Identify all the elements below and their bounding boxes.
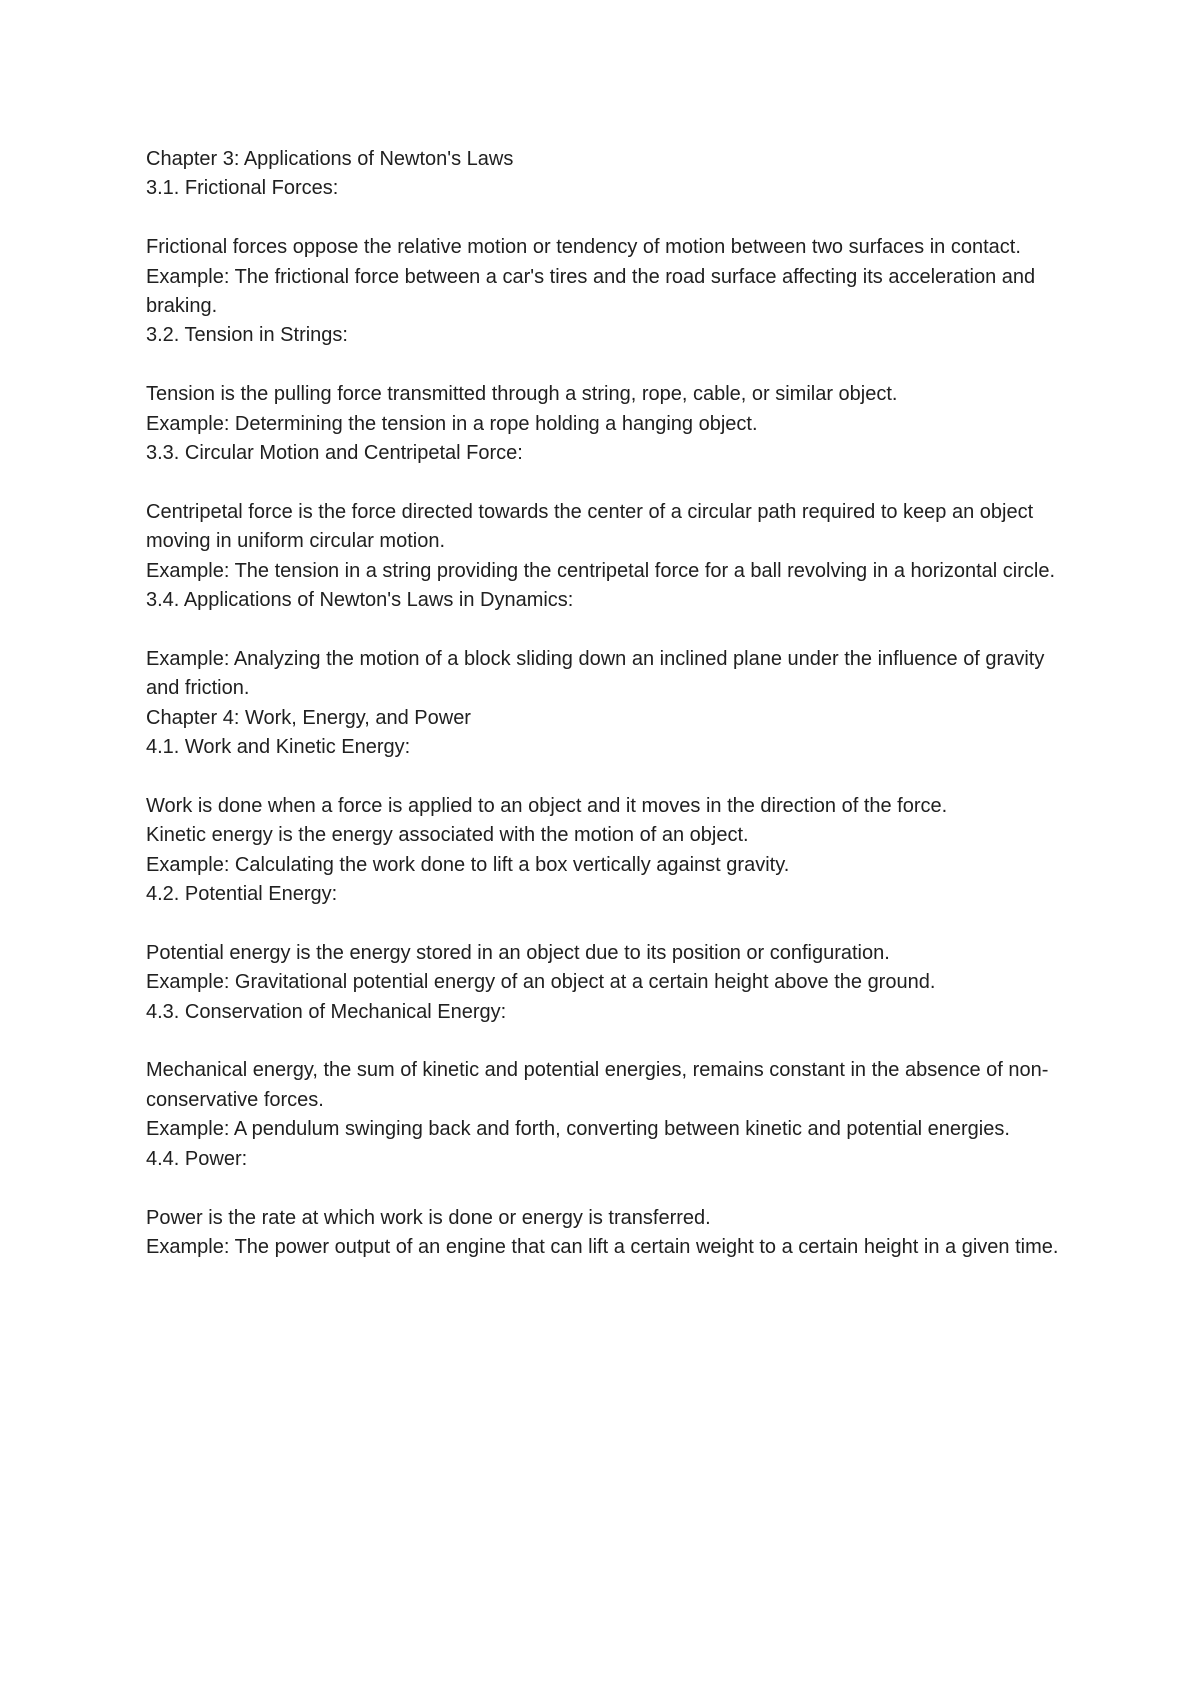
blank-line xyxy=(146,909,1066,938)
chapter-3-title: Chapter 3: Applications of Newton's Laws xyxy=(146,148,514,170)
blank-line xyxy=(146,468,1066,497)
paragraph: Potential energy is the energy stored in an object due to its position or configuration. xyxy=(146,941,890,964)
example-paragraph: Example: Determining the tension in a rope holding a hanging object. xyxy=(146,412,758,435)
section-3-1-heading: 3.1. Frictional Forces: xyxy=(146,177,339,200)
section-4-1-heading: 4.1. Work and Kinetic Energy: xyxy=(146,736,411,759)
section-3-4-heading: 3.4. Applications of Newton's Laws in Dynamics: xyxy=(146,589,574,612)
chapter-4-title: Chapter 4: Work, Energy, and Power xyxy=(146,706,471,729)
paragraph: Frictional forces oppose the relative motion or tendency of motion between two surfaces in contact. xyxy=(146,236,1021,259)
example-paragraph: Example: Analyzing the motion of a block sliding down an inclined plane under the influence of gravity and friction. xyxy=(146,647,1045,700)
section-4-2-heading: 4.2. Potential Energy: xyxy=(146,883,338,906)
section-4-3-heading: 4.3. Conservation of Mechanical Energy: xyxy=(146,1000,507,1023)
blank-line xyxy=(146,615,1066,644)
document-body xyxy=(146,145,1066,1262)
paragraph: Mechanical energy, the sum of kinetic and potential energies, remains constant in the absence of non-conservative forces. xyxy=(146,1059,1049,1111)
section-3-2-heading: 3.2. Tension in Strings: xyxy=(146,324,348,347)
blank-line xyxy=(146,762,1066,791)
blank-line xyxy=(146,351,1066,380)
blank-line xyxy=(146,1027,1066,1056)
example-paragraph: Example: Calculating the work done to lift a box vertically against gravity. xyxy=(146,853,790,876)
paragraph: Work is done when a force is applied to an object and it moves in the direction of the force. xyxy=(146,794,948,817)
section-3-3-heading: 3.3. Circular Motion and Centripetal Force: xyxy=(146,442,523,465)
example-paragraph: Example: Gravitational potential energy of an object at a certain height above the ground. xyxy=(146,971,936,994)
example-paragraph: Example: The power output of an engine that can lift a certain weight to a certain height in a given time. xyxy=(146,1235,1059,1258)
paragraph: Centripetal force is the force directed towards the center of a circular path required to keep an object moving in uniform circular motion. xyxy=(146,500,1034,553)
example-paragraph: Example: A pendulum swinging back and forth, converting between kinetic and potential energies. xyxy=(146,1118,1010,1141)
example-paragraph: Example: The tension in a string providing the centripetal force for a ball revolving in a horizontal circle. xyxy=(146,559,1055,582)
example-paragraph: Example: The frictional force between a car's tires and the road surface affecting its acceleration and braking. xyxy=(146,265,1036,318)
blank-line xyxy=(146,1174,1066,1203)
section-4-4-heading: 4.4. Power: xyxy=(146,1147,248,1170)
paragraph: Tension is the pulling force transmitted through a string, rope, cable, or similar object. xyxy=(146,383,898,406)
paragraph: Power is the rate at which work is done or energy is transferred. xyxy=(146,1206,711,1229)
paragraph: Kinetic energy is the energy associated with the motion of an object. xyxy=(146,824,749,847)
blank-line xyxy=(146,204,1066,233)
